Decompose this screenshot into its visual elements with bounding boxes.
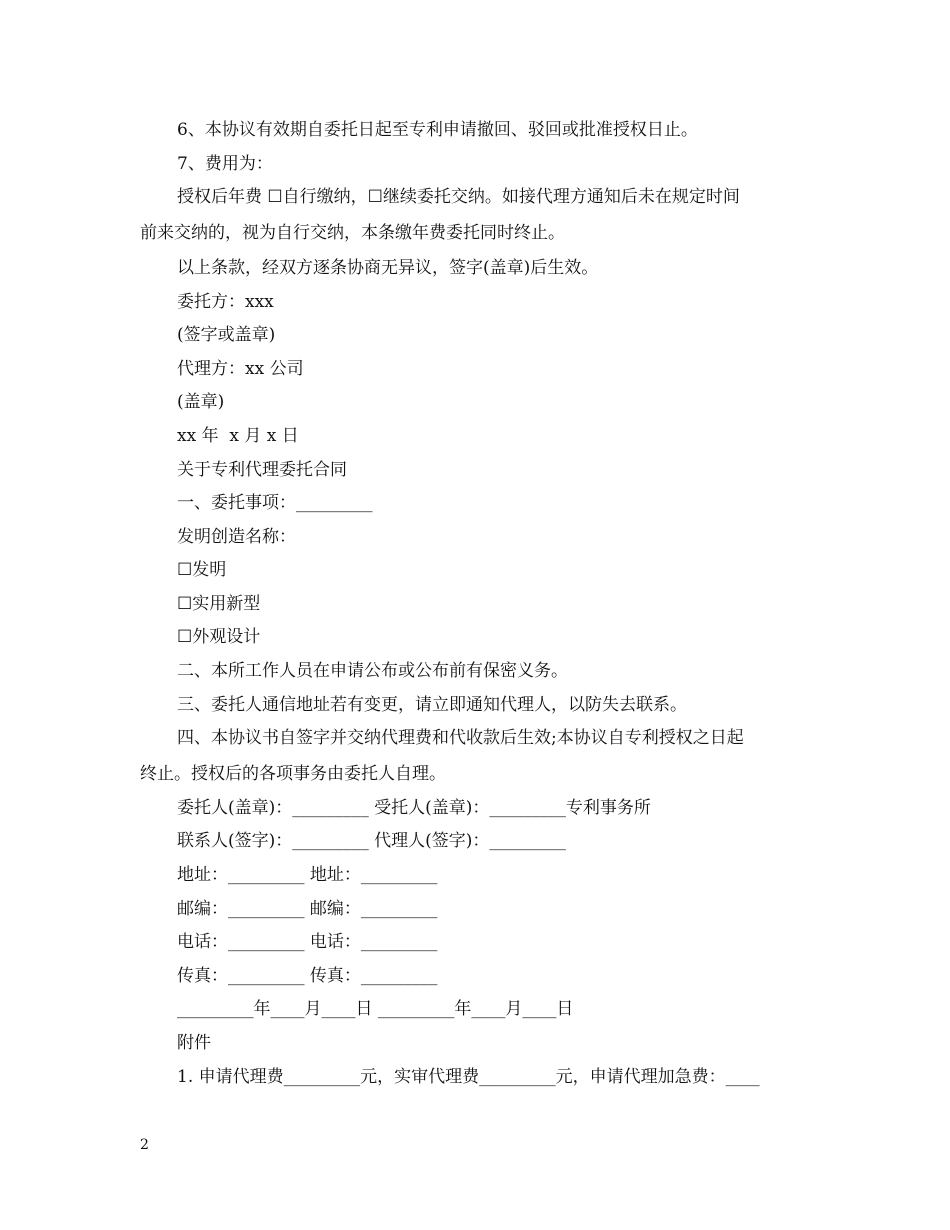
option-utility-model: ☐实用新型 [177,594,261,614]
client-signature-note: (签字或盖章) [177,325,276,345]
page-number: 2 [140,1137,149,1153]
option-invention: ☐发明 [177,560,227,580]
section-4: 四、本协议书自签字并交纳代理费和代收款后生效;本协议自专利授权之日起 [177,728,744,748]
attachment-heading: 附件 [177,1033,211,1053]
annual-fee-line: 授权后年费 ☐自行缴纳，☐继续委托交纳。如接代理方通知后未在规定时间 [177,187,740,207]
agent-name: 代理方：xx 公司 [177,359,304,379]
section-3: 三、委托人通信地址若有变更，请立即通知代理人，以防失去联系。 [177,695,687,715]
client-name: 委托方：xxx [177,292,274,312]
contact-line: 联系人(签字)：_________ 代理人(签字)：_________ [177,831,566,851]
phone-line: 电话：_________ 电话：_________ [177,932,438,952]
date-line: xx 年 x 月 x 日 [177,426,299,446]
attachment-item-1: 1. 申请代理费_________元，实审代理费_________元，申请代理加急费：____ [177,1067,760,1087]
section-4-cont: 终止。授权后的各项事务由委托人自理。 [140,764,446,784]
annual-fee-line-cont: 前来交纳的，视为自行交纳，本条缴年费委托同时终止。 [140,223,565,243]
section-1: 一、委托事项：_________ [177,493,373,513]
address-line: 地址：_________ 地址：_________ [177,865,438,885]
contract-title: 关于专利代理委托合同 [177,460,347,480]
effective-clause: 以上条款，经双方逐条协商无异议，签字(盖章)后生效。 [177,258,599,278]
agent-seal-note: (盖章) [177,392,225,412]
signatory-line: 委托人(盖章)：_________ 受托人(盖章)：_________专利事务所 [177,798,651,818]
signing-date-line: _________年____月____日 _________年____月____日 [177,999,574,1019]
section-2: 二、本所工作人员在申请公布或公布前有保密义务。 [177,661,568,681]
option-design: ☐外观设计 [177,627,261,647]
invention-name-label: 发明创造名称： [177,527,296,547]
clause-6: 6、本协议有效期自委托日起至专利申请撤回、驳回或批准授权日止。 [177,120,698,140]
clause-7: 7、费用为： [177,154,273,174]
postcode-line: 邮编：_________ 邮编：_________ [177,899,438,919]
fax-line: 传真：_________ 传真：_________ [177,966,438,986]
